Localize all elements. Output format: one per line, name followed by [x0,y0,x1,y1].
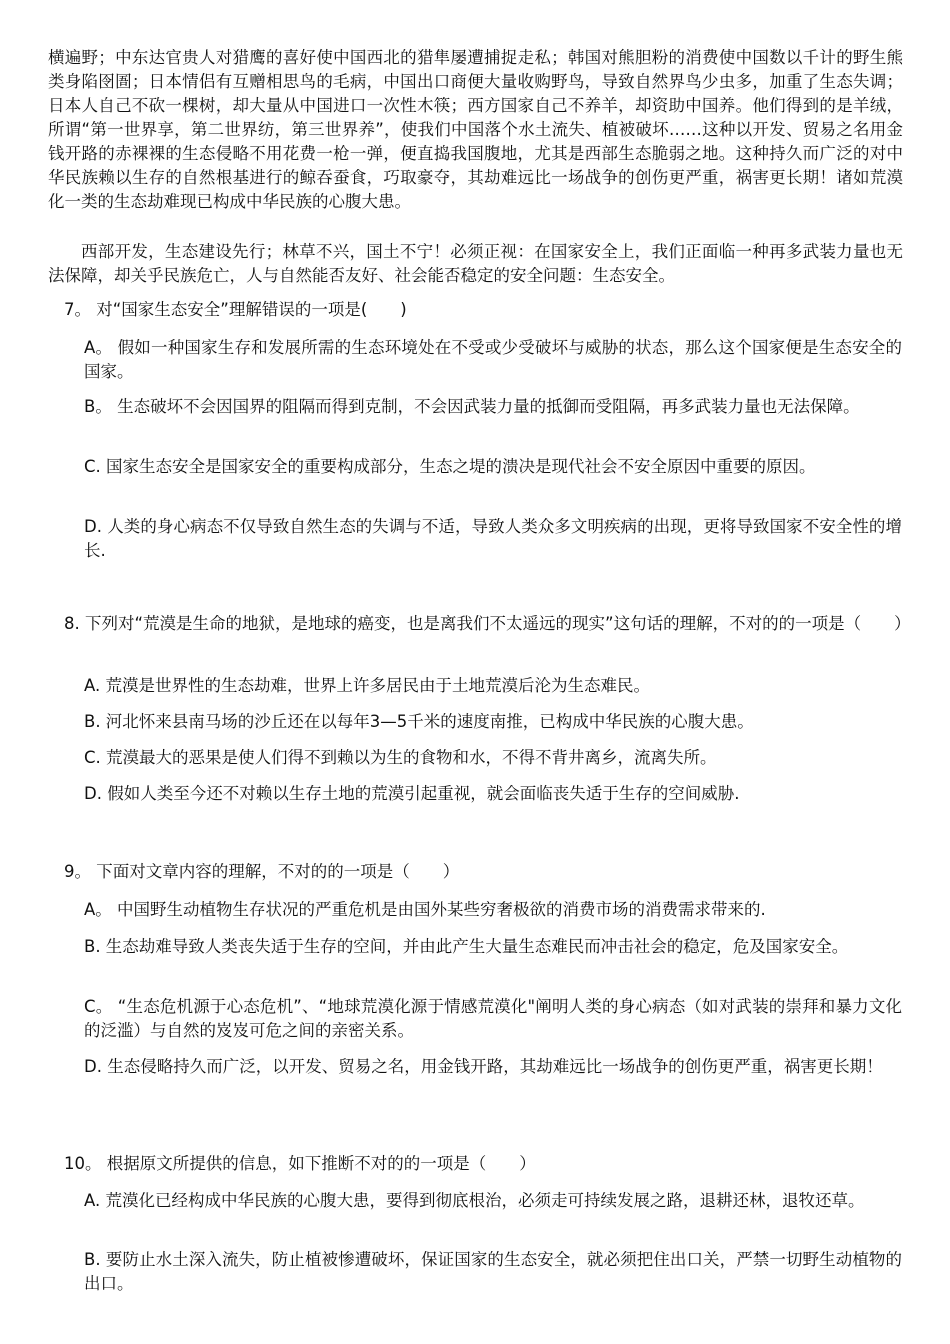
passage-paragraph-1: 横遍野；中东达官贵人对猎鹰的喜好使中国西北的猎隼屡遭捕捉走私；韩国对熊胆粉的消费使中国数以千计的野生熊类身陷囹圄；日本情侣有互赠相思鸟的毛病，中国出口商便大量收购野鸟，导致自然界鸟少虫多，加重了生态失调；日本人自己不砍一棵树，却大量从中国进口一次性木筷；西方国家自己不养羊，却资助中国养。他们得到的是羊绒，所谓“第一世界享，第二世界纺，第三世界养”，使我们中国落个水土流失、植被破坏……这种以开发、贸易之名用金钱开路的赤裸裸的生态侵略不用花费一枪一弹，便直捣我国腹地，尤其是西部生态脆弱之地。这种持久而广泛的对中华民族赖以生存的自然根基进行的鲸吞蚕食，巧取豪夺，其劫难远比一场战争的创伤更严重，祸害更长期！诸如荒漠化一类的生态劫难现已构成中华民族的心腹大患。 [48,48,903,211]
question-8-option-b: B. 河北怀来县南马场的沙丘还在以每年3—5千米的速度南推，已构成中华民族的心腹大患。 [84,712,754,731]
question-7-stem: 7。 对“国家生态安全”理解错误的一项是( ) [64,300,407,319]
question-7-option-b: B。 生态破坏不会因国界的阻隔而得到克制，不会因武装力量的抵御而受阻隔，再多武装力量也无法保障。 [84,397,860,416]
question-8-stem: 8. 下列对“荒漠是生命的地狱，是地球的癌变，也是离我们不太遥远的现实”这句话的理解，不对的的一项是（ ） [64,614,911,633]
question-10-stem: 10。 根据原文所提供的信息，如下推断不对的的一项是（ ） [64,1154,536,1173]
question-7-option-c: C. 国家生态安全是国家安全的重要构成部分，生态之堤的溃决是现代社会不安全原因中重要的原因。 [84,457,816,476]
question-9-option-c: C。 “生态危机源于心态危机”、“地球荒漠化源于情感荒漠化"阐明人类的身心病态（如对武装的崇拜和暴力文化的泛滥）与自然的岌岌可危之间的亲密关系。 [84,997,902,1040]
question-10-option-a: A. 荒漠化已经构成中华民族的心腹大患，要得到彻底根治，必须走可持续发展之路，退耕还林，退牧还草。 [84,1191,865,1210]
question-7-option-d: D. 人类的身心病态不仅导致自然生态的失调与不适，导致人类众多文明疾病的出现，更将导致国家不安全性的增长. [84,517,902,560]
passage-paragraph-2: 西部开发，生态建设先行；林草不兴，国土不宁！必须正视：在国家安全上，我们正面临一种再多武装力量也无法保障，却关乎民族危亡，人与自然能否友好、社会能否稳定的安全问题：生态安全。 [48,242,903,285]
question-9-option-d: D. 生态侵略持久而广泛，以开发、贸易之名，用金钱开路，其劫难远比一场战争的创伤更严重，祸害更长期！ [84,1057,883,1076]
question-8-option-d: D. 假如人类至今还不对赖以生存土地的荒漠引起重视，就会面临丧失适于生存的空间威胁. [84,784,740,803]
question-8-option-c: C. 荒漠最大的恶果是使人们得不到赖以为生的食物和水，不得不背井离乡，流离失所。 [84,748,717,767]
question-9-option-a: A。 中国野生动植物生存状况的严重危机是由国外某些穷奢极欲的消费市场的消费需求带来的. [84,900,766,919]
question-9-stem: 9。 下面对文章内容的理解，不对的的一项是（ ） [64,862,460,881]
question-7-option-a: A。 假如一种国家生存和发展所需的生态环境处在不受或少受破坏与威胁的状态，那么这个国家便是生态安全的国家。 [84,338,902,381]
question-9-option-b: B. 生态劫难导致人类丧失适于生存的空间，并由此产生大量生态难民而冲击社会的稳定，危及国家安全。 [84,937,849,956]
question-10-option-b: B. 要防止水土深入流失，防止植被惨遭破坏，保证国家的生态安全，就必须把住出口关，严禁一切野生动植物的出口。 [84,1250,902,1293]
question-8-option-a: A. 荒漠是世界性的生态劫难，世界上许多居民由于土地荒漠后沦为生态难民。 [84,676,650,695]
